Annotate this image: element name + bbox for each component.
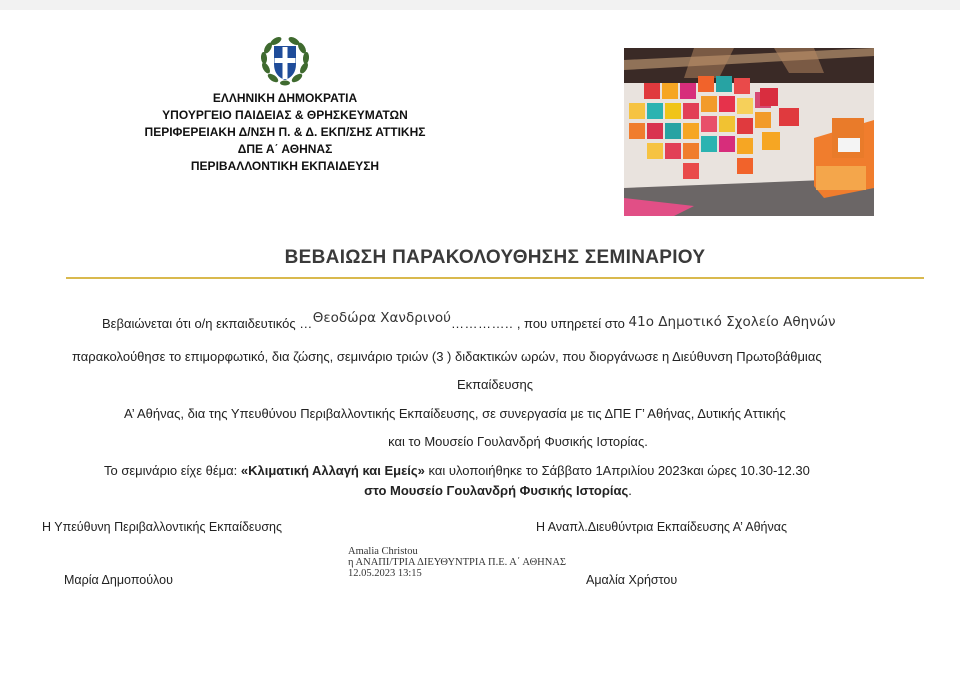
title-divider [66, 277, 924, 279]
certify-text: Βεβαιώνεται ότι ο/η εκπαιδευτικός [102, 316, 296, 331]
fill-dots: … [299, 316, 313, 331]
signature-date: 12.05.2023 13:15 [348, 568, 422, 579]
top-strip [0, 0, 960, 10]
right-signatory-name: Αμαλία Χρήστου [586, 573, 678, 587]
fill-dots: ………….. [450, 316, 514, 331]
body-line-6 [104, 463, 810, 478]
school-name: 41ο Δημοτικό Σχολείο Αθηνών [628, 314, 836, 330]
body-line-2: παρακολούθησε το επιμορφωτικό, δια ζώσης, σεμινάριο τριών (3 ) διδακτικών ωρών, που διοργάνωσε η Διεύθυνση Πρωτοβάθμιας [72, 349, 822, 364]
greek-emblem-icon [258, 34, 312, 88]
header-line: ΠΕΡΙΒΑΛΛΟΝΤΙΚΗ ΕΚΠΑΙΔΕΥΣΗ [190, 159, 380, 173]
signature-name: Amalia Christou [348, 546, 418, 557]
header-line: ΥΠΟΥΡΓΕΙΟ ΠΑΙΔΕΙΑΣ & ΘΡΗΣΚΕΥΜΑΤΩΝ [162, 108, 408, 122]
teacher-name: Θεοδώρα Χανδρινού [312, 310, 451, 326]
document-title: ΒΕΒΑΙΩΣΗ ΠΑΡΑΚΟΛΟΥΘΗΣΗΣ ΣΕΜΙΝΑΡΙΟΥ [284, 247, 706, 268]
body-line-4: Α’ Αθήνας, δια της Υπευθύνου Περιβαλλοντικής Εκπαίδευσης, σε συνεργασία με τις ΔΠΕ Γ’ Αθήνας, Δυτικής Αττικής [124, 406, 786, 421]
serves-at-text: , που υπηρετεί στο [513, 316, 625, 331]
digital-signature-stamp [348, 546, 566, 579]
venue-period: . [628, 483, 632, 498]
body-line-5: και το Μουσείο Γουλανδρή Φυσικής Ιστορίας. [388, 434, 648, 449]
seminar-venue: στο Μουσείο Γουλανδρή Φυσικής Ιστορίας [364, 483, 629, 498]
left-signatory-role: Η Υπεύθυνη Περιβαλλοντικής Εκπαίδευσης [42, 520, 283, 534]
body-line-1 [102, 310, 836, 332]
header-line: ΠΕΡΙΦΕΡΕΙΑΚΗ Δ/ΝΣΗ Π. & Δ. ΕΚΠ/ΣΗΣ ΑΤΤΙΚΗΣ [144, 125, 426, 139]
header-line: ΕΛΛΗΝΙΚΗ ΔΗΜΟΚΡΑΤΙΑ [212, 91, 358, 105]
topic-label: Το σεμινάριο είχε θέμα: [104, 463, 241, 478]
signature-role: η ΑΝΑΠΙ/ΤΡΙΑ ΔΙΕΥΘΥΝΤΡΙΑ Π.Ε. Α΄ ΑΘΗΝΑΣ [348, 557, 567, 568]
header-line: ΔΠΕ Α΄ ΑΘΗΝΑΣ [237, 142, 333, 156]
museum-exhibit-photo [624, 48, 874, 216]
body-line-7 [0, 483, 960, 498]
right-signatory-role: Η Αναπλ.Διευθύντρια Εκπαίδευσης Α’ Αθήνας [536, 520, 787, 534]
issuer-header [120, 90, 450, 175]
body-line-3: Εκπαίδευσης [456, 377, 534, 392]
left-signatory-name: Μαρία Δημοπούλου [64, 573, 173, 587]
seminar-topic: «Κλιματική Αλλαγή και Εμείς» [240, 463, 425, 478]
date-time-text: και υλοποιήθηκε το Σάββατο 1Απριλίου 2023και ώρες 10.30-12.30 [424, 463, 810, 478]
